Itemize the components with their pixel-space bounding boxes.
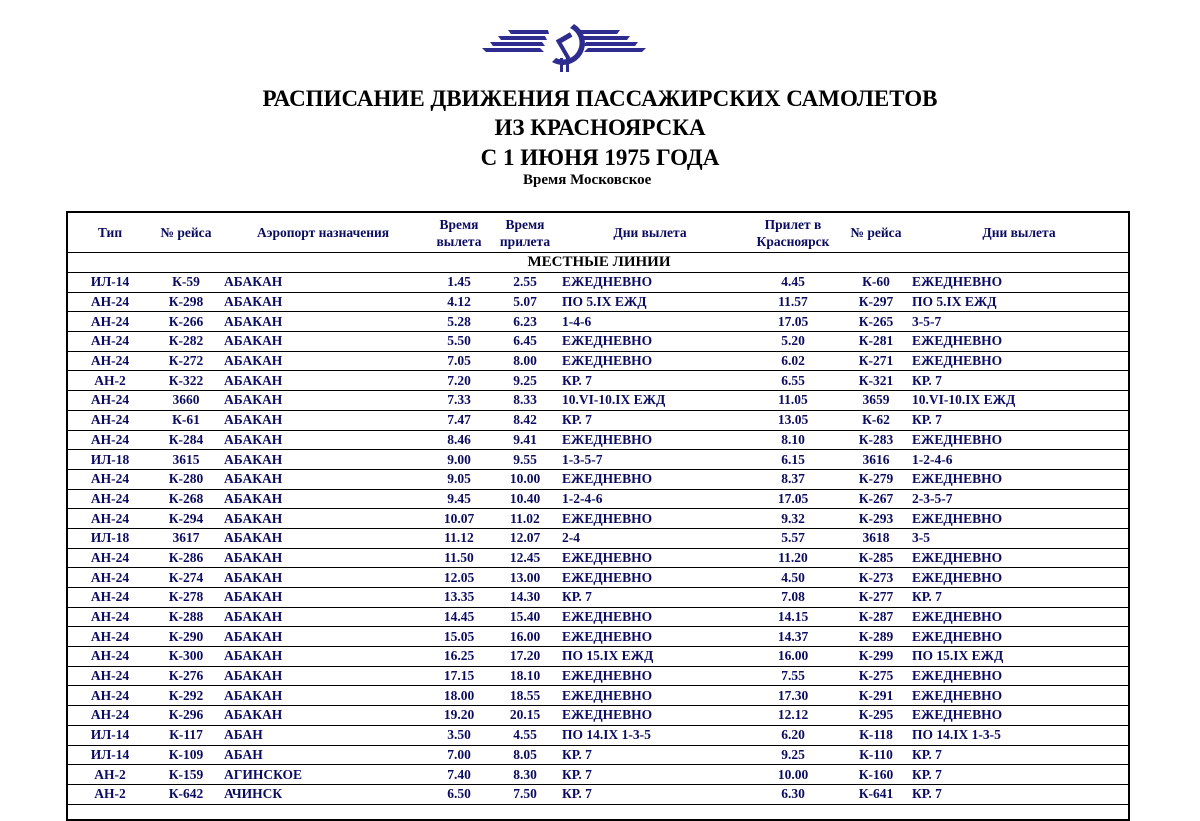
cell-return-flight: К-160 bbox=[844, 765, 908, 785]
cell-airport: АБАКАН bbox=[220, 548, 426, 568]
cell-type: АН-24 bbox=[68, 568, 152, 588]
cell-days: ЕЖЕДНЕВНО bbox=[558, 469, 742, 489]
cell-airport: АБАКАН bbox=[220, 588, 426, 608]
cell-arr-time: 13.00 bbox=[492, 568, 558, 588]
cell-type: АН-2 bbox=[68, 784, 152, 804]
cell-airport: АБАКАН bbox=[220, 332, 426, 352]
cell-arrival-krasnoyarsk: 9.32 bbox=[742, 509, 844, 529]
cell-return-flight: К-299 bbox=[844, 647, 908, 667]
cell-airport: АБАКАН bbox=[220, 292, 426, 312]
cell-arr-time: 12.45 bbox=[492, 548, 558, 568]
cell-dep-time: 7.33 bbox=[426, 391, 492, 411]
cell-arr-time: 11.02 bbox=[492, 509, 558, 529]
cell-arrival-krasnoyarsk: 9.25 bbox=[742, 745, 844, 765]
cell-return-days: ЕЖЕДНЕВНО bbox=[908, 548, 1130, 568]
cell-type: АН-24 bbox=[68, 686, 152, 706]
table-row bbox=[68, 607, 1130, 627]
table-row bbox=[68, 273, 1130, 293]
cell-arrival-krasnoyarsk: 14.37 bbox=[742, 627, 844, 647]
cell-return-flight: К-289 bbox=[844, 627, 908, 647]
cell-airport: АБАКАН bbox=[220, 312, 426, 332]
cell-return-flight: К-118 bbox=[844, 725, 908, 745]
cell-flight: К-159 bbox=[152, 765, 220, 785]
cell-flight: К-298 bbox=[152, 292, 220, 312]
cell-return-days: ЕЖЕДНЕВНО bbox=[908, 568, 1130, 588]
table-row bbox=[68, 371, 1130, 391]
cell-type: АН-24 bbox=[68, 391, 152, 411]
cell-type: АН-24 bbox=[68, 351, 152, 371]
cell-arr-time: 18.10 bbox=[492, 666, 558, 686]
table-row bbox=[68, 784, 1130, 804]
cell-dep-time: 10.07 bbox=[426, 509, 492, 529]
cell-dep-time: 13.35 bbox=[426, 588, 492, 608]
cell-return-days: 10.VI-10.IX ЕЖД bbox=[908, 391, 1130, 411]
table-row bbox=[68, 351, 1130, 371]
cell-type: АН-2 bbox=[68, 765, 152, 785]
cell-return-days: 1-2-4-6 bbox=[908, 450, 1130, 470]
document-title-line-2: ИЗ КРАСНОЯРСКА bbox=[494, 115, 706, 140]
table-row bbox=[68, 647, 1130, 667]
cell-return-flight: К-291 bbox=[844, 686, 908, 706]
cell-dep-time: 5.28 bbox=[426, 312, 492, 332]
cell-flight: К-278 bbox=[152, 588, 220, 608]
cell-flight: К-280 bbox=[152, 469, 220, 489]
cell-airport: АБАКАН bbox=[220, 686, 426, 706]
cell-type: АН-24 bbox=[68, 312, 152, 332]
cell-arr-time: 8.05 bbox=[492, 745, 558, 765]
cell-days: 1-4-6 bbox=[558, 312, 742, 332]
cell-arrival-krasnoyarsk: 7.08 bbox=[742, 588, 844, 608]
cell-dep-time: 18.00 bbox=[426, 686, 492, 706]
cell-return-days: ЕЖЕДНЕВНО bbox=[908, 430, 1130, 450]
cell-flight: К-266 bbox=[152, 312, 220, 332]
cell-arrival-krasnoyarsk: 11.05 bbox=[742, 391, 844, 411]
cell-dep-time: 6.50 bbox=[426, 784, 492, 804]
col-header-days: Дни вылета bbox=[558, 213, 742, 253]
cell-days: КР. 7 bbox=[558, 588, 742, 608]
table-row bbox=[68, 391, 1130, 411]
schedule-table-frame bbox=[66, 211, 1130, 821]
cell-days: 1-3-5-7 bbox=[558, 450, 742, 470]
cell-return-days: КР. 7 bbox=[908, 410, 1130, 430]
cell-airport: АБАКАН bbox=[220, 351, 426, 371]
cell-airport: АБАКАН bbox=[220, 627, 426, 647]
cell-arr-time: 15.40 bbox=[492, 607, 558, 627]
cell-arr-time: 8.30 bbox=[492, 765, 558, 785]
cell-days: КР. 7 bbox=[558, 765, 742, 785]
cell-days: ЕЖЕДНЕВНО bbox=[558, 351, 742, 371]
cell-arrival-krasnoyarsk: 8.37 bbox=[742, 469, 844, 489]
cell-type: АН-24 bbox=[68, 469, 152, 489]
cell-days: ПО 15.IX ЕЖД bbox=[558, 647, 742, 667]
cell-arrival-krasnoyarsk: 6.15 bbox=[742, 450, 844, 470]
cell-type: АН-24 bbox=[68, 588, 152, 608]
cell-days: 2-4 bbox=[558, 528, 742, 548]
cell-dep-time: 7.40 bbox=[426, 765, 492, 785]
cell-return-days: КР. 7 bbox=[908, 371, 1130, 391]
table-row bbox=[68, 292, 1130, 312]
cell-type: АН-24 bbox=[68, 706, 152, 726]
cell-return-flight: К-285 bbox=[844, 548, 908, 568]
cell-arrival-krasnoyarsk: 17.05 bbox=[742, 312, 844, 332]
cell-return-days: 2-3-5-7 bbox=[908, 489, 1130, 509]
cell-flight: К-282 bbox=[152, 332, 220, 352]
cell-flight: К-286 bbox=[152, 548, 220, 568]
cell-days: 1-2-4-6 bbox=[558, 489, 742, 509]
cell-arrival-krasnoyarsk: 11.20 bbox=[742, 548, 844, 568]
cell-return-flight: К-287 bbox=[844, 607, 908, 627]
cell-arr-time: 4.55 bbox=[492, 725, 558, 745]
cell-type: АН-24 bbox=[68, 332, 152, 352]
cell-dep-time: 7.00 bbox=[426, 745, 492, 765]
cell-return-days: ЕЖЕДНЕВНО bbox=[908, 686, 1130, 706]
cell-return-flight: 3659 bbox=[844, 391, 908, 411]
cell-flight: К-300 bbox=[152, 647, 220, 667]
cell-return-flight: К-295 bbox=[844, 706, 908, 726]
cell-flight: 3617 bbox=[152, 528, 220, 548]
cell-days: ЕЖЕДНЕВНО bbox=[558, 430, 742, 450]
cell-return-days: ПО 15.IX ЕЖД bbox=[908, 647, 1130, 667]
table-row bbox=[68, 568, 1130, 588]
cell-airport: АБАКАН bbox=[220, 706, 426, 726]
cell-flight: К-117 bbox=[152, 725, 220, 745]
cell-return-flight: 3618 bbox=[844, 528, 908, 548]
cell-arr-time: 10.00 bbox=[492, 469, 558, 489]
cell-airport: АБАКАН bbox=[220, 410, 426, 430]
cell-arr-time: 8.33 bbox=[492, 391, 558, 411]
cell-days: ЕЖЕДНЕВНО bbox=[558, 548, 742, 568]
cell-type: ИЛ-14 bbox=[68, 273, 152, 293]
table-row bbox=[68, 686, 1130, 706]
cell-arrival-krasnoyarsk: 8.10 bbox=[742, 430, 844, 450]
cell-dep-time: 11.12 bbox=[426, 528, 492, 548]
table-row bbox=[68, 410, 1130, 430]
cell-flight: К-322 bbox=[152, 371, 220, 391]
cell-flight: 3615 bbox=[152, 450, 220, 470]
cell-arrival-krasnoyarsk: 11.57 bbox=[742, 292, 844, 312]
table-header-row bbox=[68, 213, 1130, 253]
cell-dep-time: 7.20 bbox=[426, 371, 492, 391]
table-row bbox=[68, 548, 1130, 568]
cell-flight: 3660 bbox=[152, 391, 220, 411]
cell-dep-time: 7.05 bbox=[426, 351, 492, 371]
table-row bbox=[68, 469, 1130, 489]
cell-type: АН-24 bbox=[68, 430, 152, 450]
table-row bbox=[68, 528, 1130, 548]
cell-days: КР. 7 bbox=[558, 784, 742, 804]
cell-arrival-krasnoyarsk: 5.20 bbox=[742, 332, 844, 352]
cell-return-days: ПО 14.IX 1-3-5 bbox=[908, 725, 1130, 745]
cell-airport: АБАКАН bbox=[220, 371, 426, 391]
cell-arrival-krasnoyarsk: 6.55 bbox=[742, 371, 844, 391]
table-row bbox=[68, 450, 1130, 470]
cell-return-flight: К-279 bbox=[844, 469, 908, 489]
cell-flight: К-642 bbox=[152, 784, 220, 804]
cell-return-flight: К-275 bbox=[844, 666, 908, 686]
cell-dep-time: 19.20 bbox=[426, 706, 492, 726]
cell-arrival-krasnoyarsk: 7.55 bbox=[742, 666, 844, 686]
cell-days: ПО 5.IX ЕЖД bbox=[558, 292, 742, 312]
cell-flight: К-296 bbox=[152, 706, 220, 726]
cell-arr-time: 18.55 bbox=[492, 686, 558, 706]
cell-days: КР. 7 bbox=[558, 745, 742, 765]
cell-dep-time: 9.45 bbox=[426, 489, 492, 509]
cell-arrival-krasnoyarsk: 12.12 bbox=[742, 706, 844, 726]
cell-return-days: КР. 7 bbox=[908, 784, 1130, 804]
cell-arr-time: 16.00 bbox=[492, 627, 558, 647]
cell-arr-time: 10.40 bbox=[492, 489, 558, 509]
cell-arrival-krasnoyarsk: 13.05 bbox=[742, 410, 844, 430]
cell-type: АН-24 bbox=[68, 548, 152, 568]
cell-arr-time: 9.55 bbox=[492, 450, 558, 470]
col-header-flight: № рейса bbox=[152, 213, 220, 253]
table-row bbox=[68, 627, 1130, 647]
cell-flight: К-276 bbox=[152, 666, 220, 686]
cell-airport: АГИНСКОЕ bbox=[220, 765, 426, 785]
cell-arr-time: 9.25 bbox=[492, 371, 558, 391]
table-row bbox=[68, 706, 1130, 726]
cell-arr-time: 20.15 bbox=[492, 706, 558, 726]
cell-return-flight: К-273 bbox=[844, 568, 908, 588]
cell-type: АН-24 bbox=[68, 509, 152, 529]
col-header-type: Тип bbox=[68, 213, 152, 253]
cell-dep-time: 12.05 bbox=[426, 568, 492, 588]
cell-arrival-krasnoyarsk: 17.30 bbox=[742, 686, 844, 706]
cell-arrival-krasnoyarsk: 5.57 bbox=[742, 528, 844, 548]
cell-flight: К-61 bbox=[152, 410, 220, 430]
cell-flight: К-59 bbox=[152, 273, 220, 293]
cell-dep-time: 3.50 bbox=[426, 725, 492, 745]
cell-return-days: ЕЖЕДНЕВНО bbox=[908, 469, 1130, 489]
cell-dep-time: 11.50 bbox=[426, 548, 492, 568]
time-zone-note: Время Московское bbox=[523, 172, 652, 188]
cell-type: ИЛ-18 bbox=[68, 450, 152, 470]
cell-dep-time: 14.45 bbox=[426, 607, 492, 627]
cell-airport: АБАКАН bbox=[220, 568, 426, 588]
cell-days: КР. 7 bbox=[558, 371, 742, 391]
cell-arr-time: 8.00 bbox=[492, 351, 558, 371]
document-title-line-3: С 1 ИЮНЯ 1975 ГОДА bbox=[480, 145, 720, 170]
cell-return-flight: К-297 bbox=[844, 292, 908, 312]
table-row bbox=[68, 725, 1130, 745]
cell-return-days: ЕЖЕДНЕВНО bbox=[908, 509, 1130, 529]
cell-airport: АБАН bbox=[220, 745, 426, 765]
cell-airport: АБАКАН bbox=[220, 489, 426, 509]
cell-return-days: ЕЖЕДНЕВНО bbox=[908, 666, 1130, 686]
col-header-return-days: Дни вылета bbox=[908, 213, 1130, 253]
cell-return-flight: К-265 bbox=[844, 312, 908, 332]
cell-arr-time: 8.42 bbox=[492, 410, 558, 430]
table-row bbox=[68, 509, 1130, 529]
cell-arrival-krasnoyarsk: 16.00 bbox=[742, 647, 844, 667]
cell-return-flight: К-60 bbox=[844, 273, 908, 293]
cell-airport: АБАКАН bbox=[220, 391, 426, 411]
cell-flight: К-268 bbox=[152, 489, 220, 509]
cell-flight: К-288 bbox=[152, 607, 220, 627]
cell-airport: АБАКАН bbox=[220, 450, 426, 470]
cell-return-days: КР. 7 bbox=[908, 745, 1130, 765]
cell-days: ЕЖЕДНЕВНО bbox=[558, 509, 742, 529]
table-row bbox=[68, 489, 1130, 509]
cell-airport: АБАН bbox=[220, 725, 426, 745]
cell-arr-time: 14.30 bbox=[492, 588, 558, 608]
cell-flight: К-292 bbox=[152, 686, 220, 706]
cell-dep-time: 9.00 bbox=[426, 450, 492, 470]
cell-days: ЕЖЕДНЕВНО bbox=[558, 332, 742, 352]
cell-arrival-krasnoyarsk: 10.00 bbox=[742, 765, 844, 785]
cell-return-flight: 3616 bbox=[844, 450, 908, 470]
cell-return-days: ЕЖЕДНЕВНО bbox=[908, 332, 1130, 352]
cell-flight: К-109 bbox=[152, 745, 220, 765]
cell-days: КР. 7 bbox=[558, 410, 742, 430]
cell-days: ЕЖЕДНЕВНО bbox=[558, 568, 742, 588]
cell-arr-time: 5.07 bbox=[492, 292, 558, 312]
cell-days: ЕЖЕДНЕВНО bbox=[558, 666, 742, 686]
cell-return-days: ЕЖЕДНЕВНО bbox=[908, 273, 1130, 293]
col-header-airport: Аэропорт назначения bbox=[220, 213, 426, 253]
cell-type: АН-24 bbox=[68, 489, 152, 509]
cell-arr-time: 7.50 bbox=[492, 784, 558, 804]
cell-arrival-krasnoyarsk: 17.05 bbox=[742, 489, 844, 509]
cell-return-flight: К-271 bbox=[844, 351, 908, 371]
cell-dep-time: 7.47 bbox=[426, 410, 492, 430]
cell-dep-time: 1.45 bbox=[426, 273, 492, 293]
cell-flight: К-272 bbox=[152, 351, 220, 371]
cell-dep-time: 8.46 bbox=[426, 430, 492, 450]
cell-type: АН-24 bbox=[68, 410, 152, 430]
cell-airport: АЧИНСК bbox=[220, 784, 426, 804]
cell-flight: К-294 bbox=[152, 509, 220, 529]
cell-days: ЕЖЕДНЕВНО bbox=[558, 273, 742, 293]
cell-return-days: КР. 7 bbox=[908, 588, 1130, 608]
schedule-table bbox=[68, 213, 1130, 805]
cell-dep-time: 17.15 bbox=[426, 666, 492, 686]
cell-return-flight: К-110 bbox=[844, 745, 908, 765]
cell-arr-time: 9.41 bbox=[492, 430, 558, 450]
cell-type: ИЛ-18 bbox=[68, 528, 152, 548]
cell-type: АН-24 bbox=[68, 292, 152, 312]
cell-arr-time: 6.45 bbox=[492, 332, 558, 352]
cell-airport: АБАКАН bbox=[220, 666, 426, 686]
cell-days: 10.VI-10.IX ЕЖД bbox=[558, 391, 742, 411]
cell-return-days: ЕЖЕДНЕВНО bbox=[908, 627, 1130, 647]
cell-flight: К-274 bbox=[152, 568, 220, 588]
cell-days: ЕЖЕДНЕВНО bbox=[558, 706, 742, 726]
cell-type: ИЛ-14 bbox=[68, 725, 152, 745]
cell-type: АН-24 bbox=[68, 627, 152, 647]
cell-airport: АБАКАН bbox=[220, 607, 426, 627]
cell-type: АН-2 bbox=[68, 371, 152, 391]
cell-airport: АБАКАН bbox=[220, 647, 426, 667]
aeroflot-winged-emblem-icon bbox=[482, 18, 646, 76]
cell-return-flight: К-283 bbox=[844, 430, 908, 450]
cell-return-flight: К-321 bbox=[844, 371, 908, 391]
cell-return-flight: К-267 bbox=[844, 489, 908, 509]
table-row bbox=[68, 430, 1130, 450]
document-title-line-1: РАСПИСАНИЕ ДВИЖЕНИЯ ПАССАЖИРСКИХ САМОЛЕТОВ bbox=[262, 86, 938, 111]
cell-dep-time: 5.50 bbox=[426, 332, 492, 352]
cell-arrival-krasnoyarsk: 14.15 bbox=[742, 607, 844, 627]
cell-return-flight: К-62 bbox=[844, 410, 908, 430]
cell-arrival-krasnoyarsk: 6.30 bbox=[742, 784, 844, 804]
cell-dep-time: 15.05 bbox=[426, 627, 492, 647]
table-row bbox=[68, 666, 1130, 686]
cell-type: АН-24 bbox=[68, 607, 152, 627]
cell-type: АН-24 bbox=[68, 647, 152, 667]
cell-airport: АБАКАН bbox=[220, 528, 426, 548]
cell-flight: К-290 bbox=[152, 627, 220, 647]
cell-days: ЕЖЕДНЕВНО bbox=[558, 607, 742, 627]
cell-return-days: 3-5-7 bbox=[908, 312, 1130, 332]
section-row bbox=[68, 253, 1130, 273]
cell-arr-time: 6.23 bbox=[492, 312, 558, 332]
cell-arr-time: 2.55 bbox=[492, 273, 558, 293]
cell-type: АН-24 bbox=[68, 666, 152, 686]
table-row bbox=[68, 332, 1130, 352]
cell-return-days: ПО 5.IX ЕЖД bbox=[908, 292, 1130, 312]
cell-flight: К-284 bbox=[152, 430, 220, 450]
cell-return-flight: К-277 bbox=[844, 588, 908, 608]
cell-dep-time: 9.05 bbox=[426, 469, 492, 489]
cell-arrival-krasnoyarsk: 6.20 bbox=[742, 725, 844, 745]
cell-days: ЕЖЕДНЕВНО bbox=[558, 686, 742, 706]
cell-return-days: ЕЖЕДНЕВНО bbox=[908, 706, 1130, 726]
cell-arr-time: 17.20 bbox=[492, 647, 558, 667]
cell-airport: АБАКАН bbox=[220, 273, 426, 293]
cell-airport: АБАКАН bbox=[220, 469, 426, 489]
cell-return-flight: К-281 bbox=[844, 332, 908, 352]
cell-return-days: КР. 7 bbox=[908, 765, 1130, 785]
col-header-dep-time: Время вылета bbox=[426, 213, 492, 253]
table-row bbox=[68, 765, 1130, 785]
cell-arrival-krasnoyarsk: 4.45 bbox=[742, 273, 844, 293]
cell-arr-time: 12.07 bbox=[492, 528, 558, 548]
cell-dep-time: 16.25 bbox=[426, 647, 492, 667]
cell-return-days: ЕЖЕДНЕВНО bbox=[908, 607, 1130, 627]
cell-type: ИЛ-14 bbox=[68, 745, 152, 765]
table-row bbox=[68, 745, 1130, 765]
cell-days: ЕЖЕДНЕВНО bbox=[558, 627, 742, 647]
cell-return-days: 3-5 bbox=[908, 528, 1130, 548]
cell-airport: АБАКАН bbox=[220, 430, 426, 450]
cell-days: ПО 14.IX 1-3-5 bbox=[558, 725, 742, 745]
col-header-arrival-krasnoyarsk: Прилет в Красноярск bbox=[742, 213, 844, 253]
col-header-arr-time: Время прилета bbox=[492, 213, 558, 253]
col-header-return-flight: № рейса bbox=[844, 213, 908, 253]
section-title: МЕСТНЫЕ ЛИНИИ bbox=[68, 253, 1130, 273]
cell-return-days: ЕЖЕДНЕВНО bbox=[908, 351, 1130, 371]
cell-arrival-krasnoyarsk: 6.02 bbox=[742, 351, 844, 371]
cell-airport: АБАКАН bbox=[220, 509, 426, 529]
cell-return-flight: К-293 bbox=[844, 509, 908, 529]
table-row bbox=[68, 312, 1130, 332]
cell-dep-time: 4.12 bbox=[426, 292, 492, 312]
cell-return-flight: К-641 bbox=[844, 784, 908, 804]
table-row bbox=[68, 588, 1130, 608]
cell-arrival-krasnoyarsk: 4.50 bbox=[742, 568, 844, 588]
